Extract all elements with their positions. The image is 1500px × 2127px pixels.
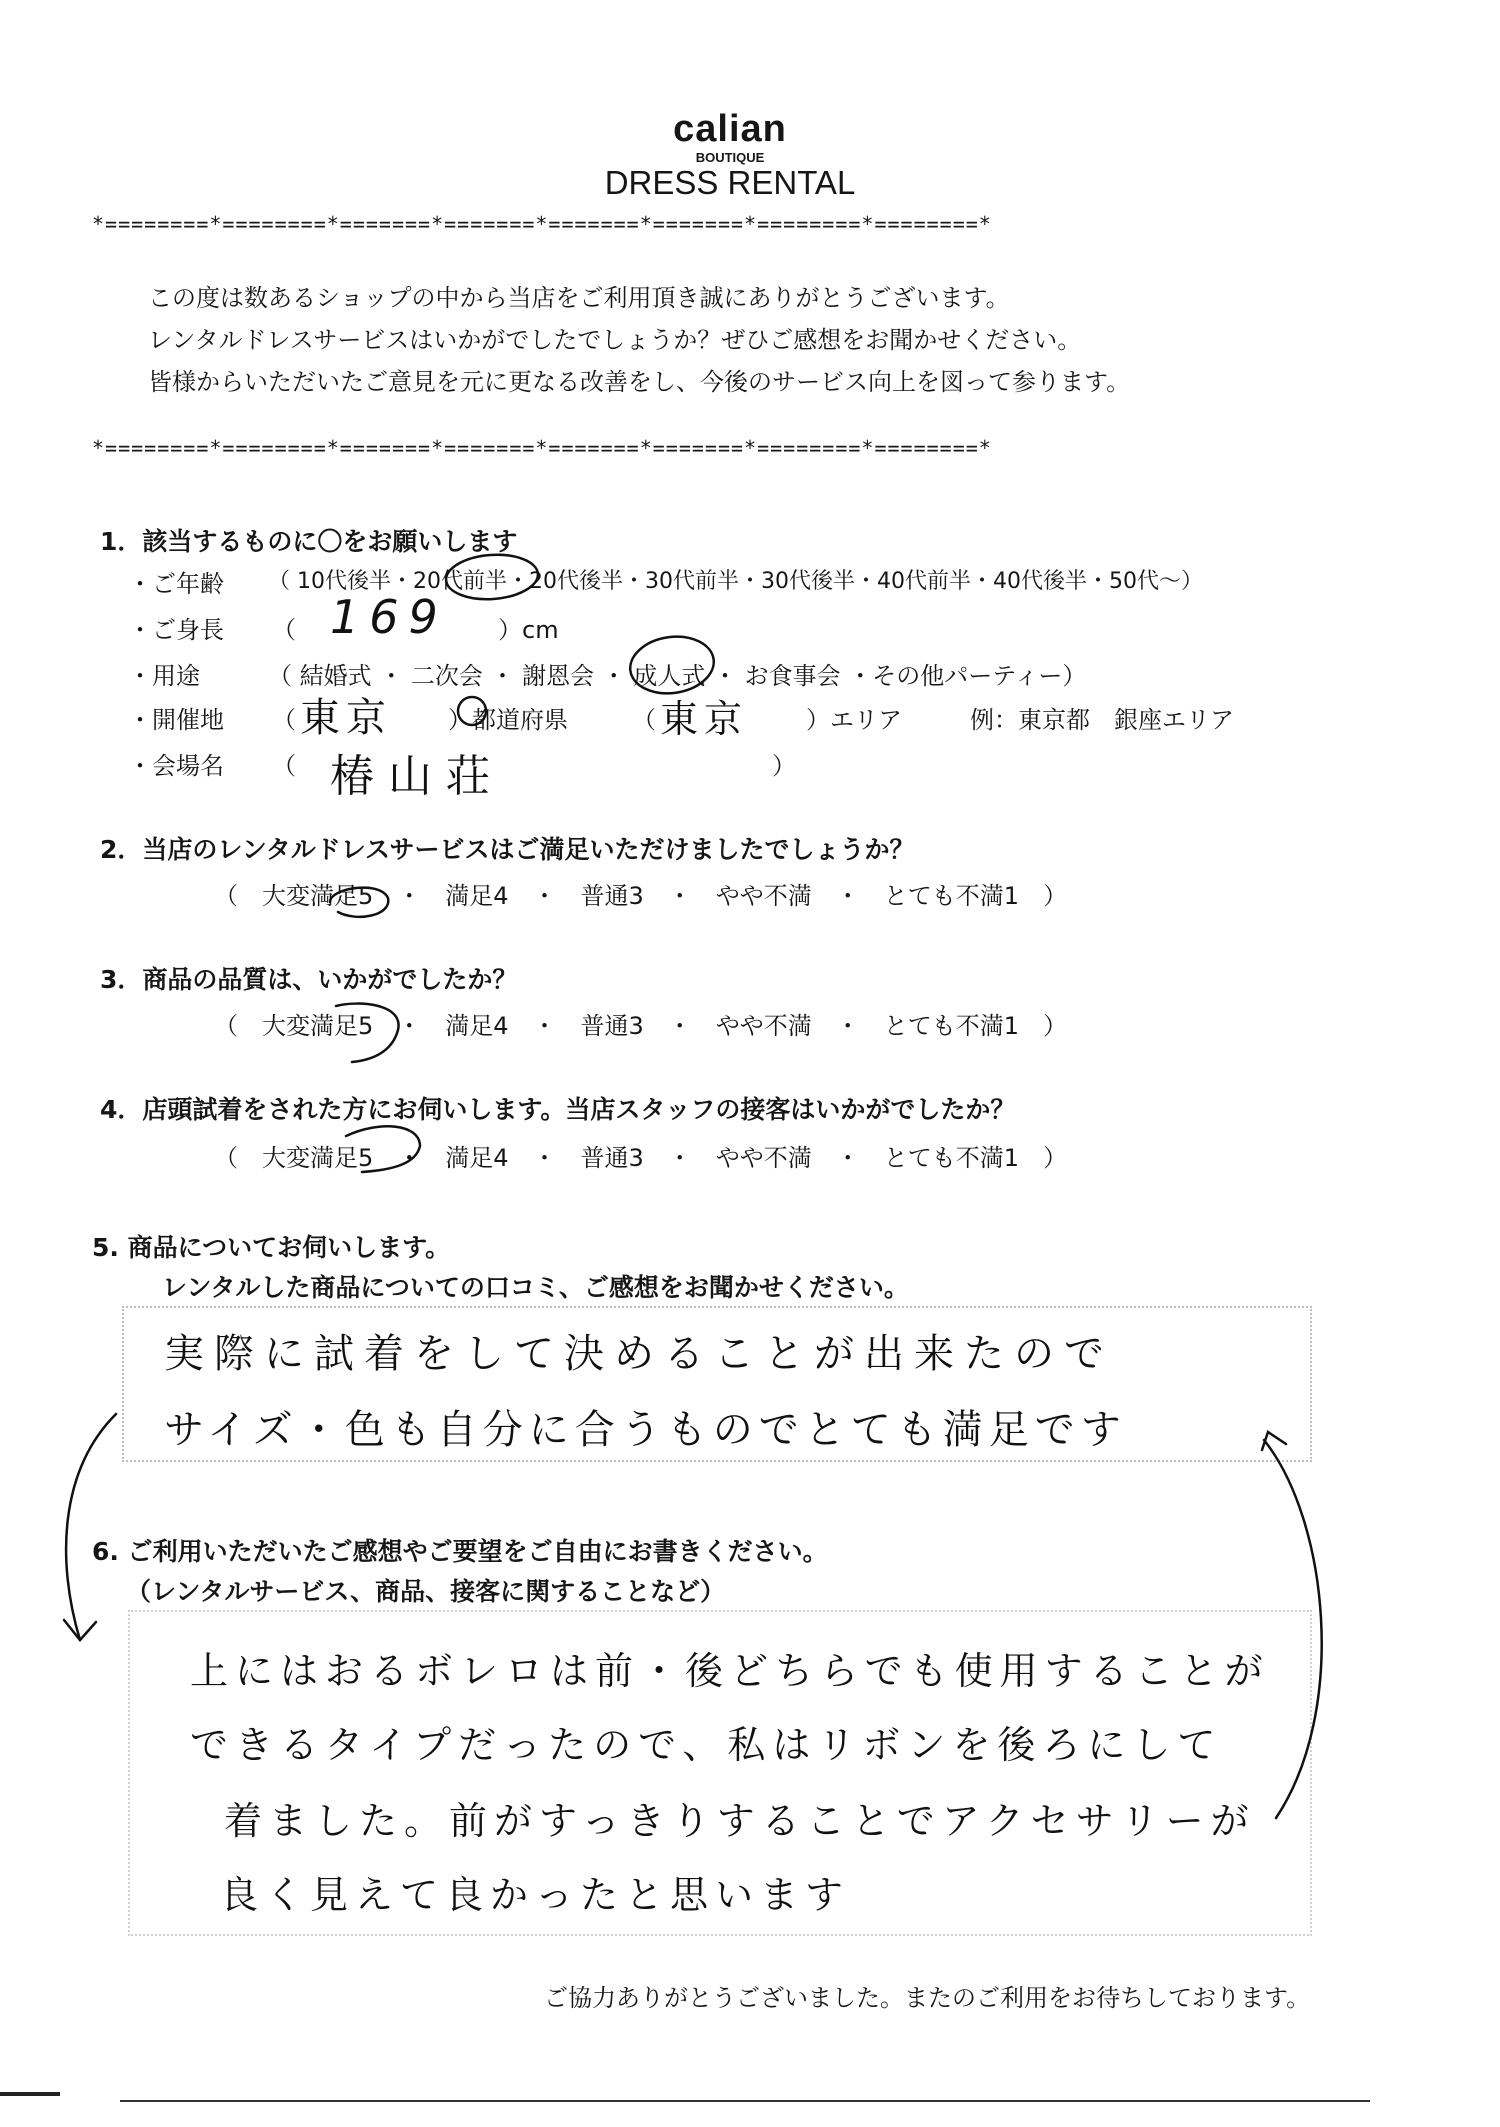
q6-answer-line-2: できるタイプだったので、私はリボンを後ろにして [190,1723,1223,1767]
q4-title: 4．店頭試着をされた方にお伺いします。当店スタッフの接客はいかがでしたか？ [100,1095,1016,1124]
location-pref-suffix: ）都道府県 [448,706,568,734]
bottom-rule [120,2100,1370,2102]
location-area-suffix: ）エリア [806,706,902,734]
location-pref-value[interactable]: 東京 [300,695,392,741]
intro-line-1: この度は数あるショップの中から当店をご利用頂き誠にありがとうございます。 [148,284,1010,312]
intro-line-2: レンタルドレスサービスはいかがでしたでしょうか？ぜひご感想をお聞かせください。 [148,326,1082,354]
age-options[interactable]: （ 10代後半・20代前半・20代後半・30代前半・30代後半・40代前半・40代後半・50代～） [268,569,1203,594]
height-label: ・ご身長 [128,616,224,644]
q6-subtitle: （レンタルサービス、商品、接客に関することなど） [126,1577,726,1606]
venue-value[interactable]: 椿山荘 [330,751,504,802]
q4-options[interactable]: （ 大変満足5 ・ 満足4 ・ 普通3 ・ やや不満 ・ とても不満1 ） [214,1144,1068,1172]
q2-title: 2．当店のレンタルドレスサービスはご満足いただけましたでしょうか？ [100,835,915,864]
q6-title: 6. ご利用いただいたご感想やご要望をご自由にお書きください。 [92,1537,828,1566]
top-divider: *========*========*=======*=======*=======*=======*========*========* [92,212,992,236]
left-arrow-line [66,1414,116,1640]
location-area-open-paren: （ [632,706,656,734]
location-open-paren: （ [272,706,296,734]
venue-label: ・会場名 [128,752,224,780]
location-example: 例：東京都 銀座エリア [970,706,1234,734]
height-close-unit: ）cm [498,616,559,644]
q6-answer-line-4: 良く見えて良かったと思います [220,1873,851,1917]
q2-options[interactable]: （ 大変満足5 ・ 満足4 ・ 普通3 ・ やや不満 ・ とても不満1 ） [214,882,1068,910]
venue-close-paren: ） [772,752,796,780]
venue-open-paren: （ [272,752,296,780]
location-label: ・開催地 [128,706,224,734]
brand-sub-logo: BOUTIQUE [695,150,765,165]
page-title: DRESS RENTAL [604,164,856,201]
q3-title: 3．商品の品質は、いかがでしたか？ [100,965,518,994]
q1-title: 1．該当するものに〇をお願いします [100,527,518,556]
q5-title: 5. 商品についてお伺いします。 [92,1233,451,1262]
left-arrow-head [64,1620,96,1640]
purpose-options[interactable]: （ 結婚式 ・ 二次会 ・ 謝恩会 ・ 成人式 ・ お食事会 ・その他パーティー） [268,662,1087,690]
location-area-value[interactable]: 東京 [660,697,749,741]
footer-thanks: ご協力ありがとうございました。またのご利用をお待ちしております。 [544,1984,1311,2012]
q6-answer-line-3: 着ました。前がすっきりすることでアクセサリーが [224,1799,1256,1843]
brand-logo: calian [673,108,787,150]
q5-answer-line-1: 実際に試着をして決めることが出来たので [164,1331,1114,1377]
q6-answer-line-1: 上にはおるボレロは前・後どちらでも使用することが [190,1649,1270,1693]
q5-subtitle: レンタルした商品についての口コミ、ご感想をお聞かせください。 [162,1273,909,1302]
purpose-label: ・用途 [128,662,200,690]
scan-mark [0,2092,60,2096]
q3-options[interactable]: （ 大変満足5 ・ 満足4 ・ 普通3 ・ やや不満 ・ とても不満1 ） [214,1012,1068,1040]
intro-line-3: 皆様からいただいたご意見を元に更なる改善をし、今後のサービス向上を図って参ります。 [148,368,1131,396]
q5-answer-line-2: サイズ・色も自分に合うものでとても満足です [164,1407,1127,1453]
age-label: ・ご年齢 [128,570,224,598]
height-open-paren: （ [272,616,296,644]
height-value[interactable]: 169 [330,590,448,644]
bottom-divider: *========*========*=======*=======*=======*=======*========*========* [92,436,992,460]
